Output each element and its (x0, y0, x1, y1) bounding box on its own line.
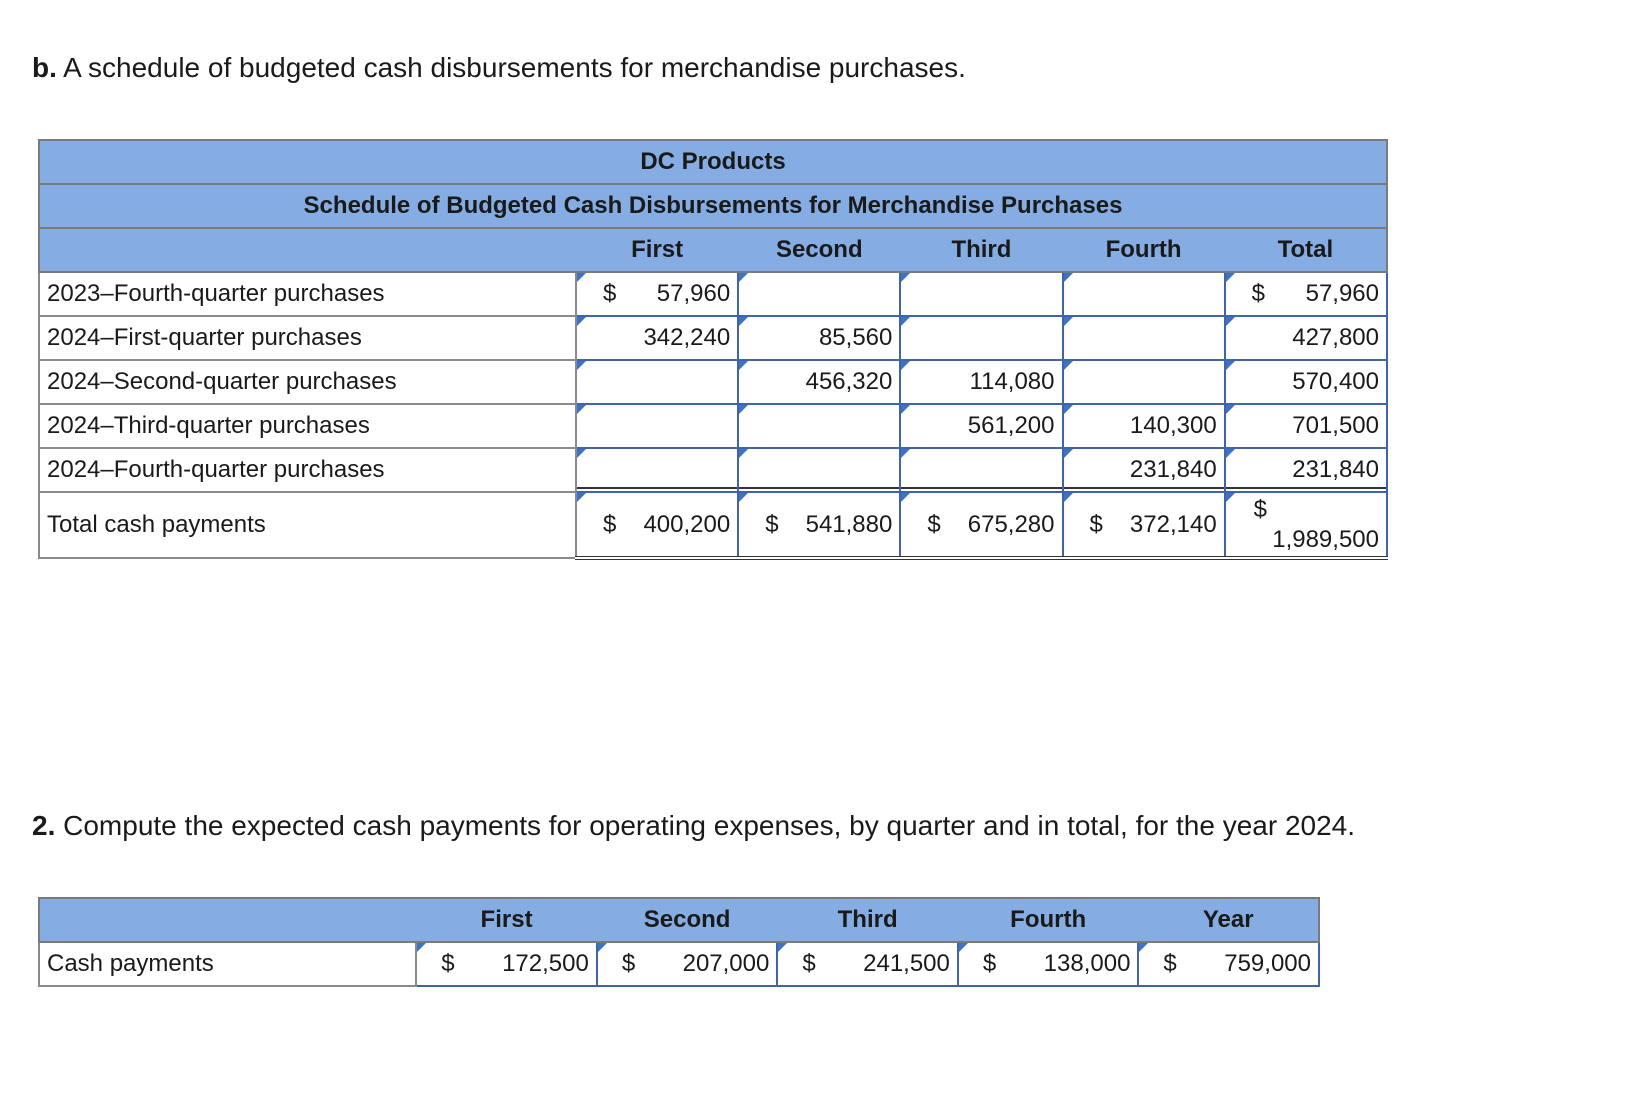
op-col-header-fourth: Fourth (958, 898, 1139, 942)
total-cell-third: $ 675,280 (900, 492, 1062, 558)
row-label: 2024–Fourth-quarter purchases (39, 448, 576, 492)
op-col-header-year: Year (1138, 898, 1319, 942)
table-row (39, 404, 1387, 448)
input-cell[interactable]: $ 241,500 (777, 942, 958, 986)
input-cell[interactable]: $ 759,000 (1138, 942, 1319, 986)
operating-expenses-table (38, 897, 1320, 987)
input-cell[interactable] (900, 448, 1062, 492)
dollar-sign: $ (603, 280, 617, 307)
input-cell[interactable]: $ 172,500 (416, 942, 597, 986)
input-cell[interactable]: 140,300 (1063, 404, 1225, 448)
input-cell[interactable] (576, 404, 738, 448)
header-blank (39, 898, 416, 942)
table-row (39, 316, 1387, 360)
col-header-third: Third (900, 228, 1062, 272)
input-cell[interactable]: 427,800 (1225, 316, 1387, 360)
total-cell-second: $ 541,880 (738, 492, 900, 558)
op-col-header-first: First (416, 898, 597, 942)
input-cell[interactable]: 231,840 (1063, 448, 1225, 492)
cash-disbursements-schedule (38, 139, 1388, 560)
col-header-fourth: Fourth (1063, 228, 1225, 272)
col-header-first: First (576, 228, 738, 272)
input-cell[interactable] (900, 272, 1062, 316)
part-2-instruction: 2. Compute the expected cash payments for operating expenses, by quarter and in total, for the year 2024. (32, 810, 1356, 841)
table-row (39, 942, 1319, 986)
row-label: 2024–Second-quarter purchases (39, 360, 576, 404)
input-cell[interactable] (738, 404, 900, 448)
input-cell[interactable]: $ 57,960 (576, 272, 738, 316)
total-cell-first: $ 400,200 (576, 492, 738, 558)
input-cell[interactable]: $ 207,000 (597, 942, 778, 986)
input-cell[interactable] (900, 316, 1062, 360)
input-cell[interactable]: 570,400 (1225, 360, 1387, 404)
input-cell[interactable]: 114,080 (900, 360, 1062, 404)
op-col-header-third: Third (777, 898, 958, 942)
input-cell[interactable]: 231,840 (1225, 448, 1387, 492)
input-cell[interactable]: $ 57,960 (1225, 272, 1387, 316)
input-cell[interactable] (576, 360, 738, 404)
input-cell[interactable]: 85,560 (738, 316, 900, 360)
row-label: 2024–First-quarter purchases (39, 316, 576, 360)
schedule-title: Schedule of Budgeted Cash Disbursements for Merchandise Purchases (39, 184, 1387, 228)
row-label: 2024–Third-quarter purchases (39, 404, 576, 448)
dollar-sign: $ (1251, 280, 1266, 307)
input-cell[interactable]: 701,500 (1225, 404, 1387, 448)
input-cell[interactable] (1063, 316, 1225, 360)
col-header-second: Second (738, 228, 900, 272)
input-cell[interactable] (738, 272, 900, 316)
input-cell[interactable] (576, 448, 738, 492)
total-cell-fourth: $ 372,140 (1063, 492, 1225, 558)
input-cell[interactable]: 456,320 (738, 360, 900, 404)
input-cell[interactable]: 561,200 (900, 404, 1062, 448)
company-name: DC Products (39, 140, 1387, 184)
input-cell[interactable] (738, 448, 900, 492)
part-b-instruction: b. A schedule of budgeted cash disbursements for merchandise purchases. (32, 52, 966, 83)
row-label: Cash payments (39, 942, 416, 986)
col-header-total: Total (1225, 228, 1387, 272)
op-col-header-second: Second (597, 898, 778, 942)
input-cell[interactable] (1063, 360, 1225, 404)
input-cell[interactable] (1063, 272, 1225, 316)
total-row-label: Total cash payments (39, 492, 576, 558)
table-row (39, 272, 1387, 316)
table-row (39, 448, 1387, 492)
table-row (39, 360, 1387, 404)
input-cell[interactable]: $ 138,000 (958, 942, 1139, 986)
total-cell-total: $ 1,989,500 (1225, 492, 1387, 558)
input-cell[interactable]: 342,240 (576, 316, 738, 360)
row-label: 2023–Fourth-quarter purchases (39, 272, 576, 316)
total-row (39, 492, 1387, 558)
header-blank (39, 228, 576, 272)
